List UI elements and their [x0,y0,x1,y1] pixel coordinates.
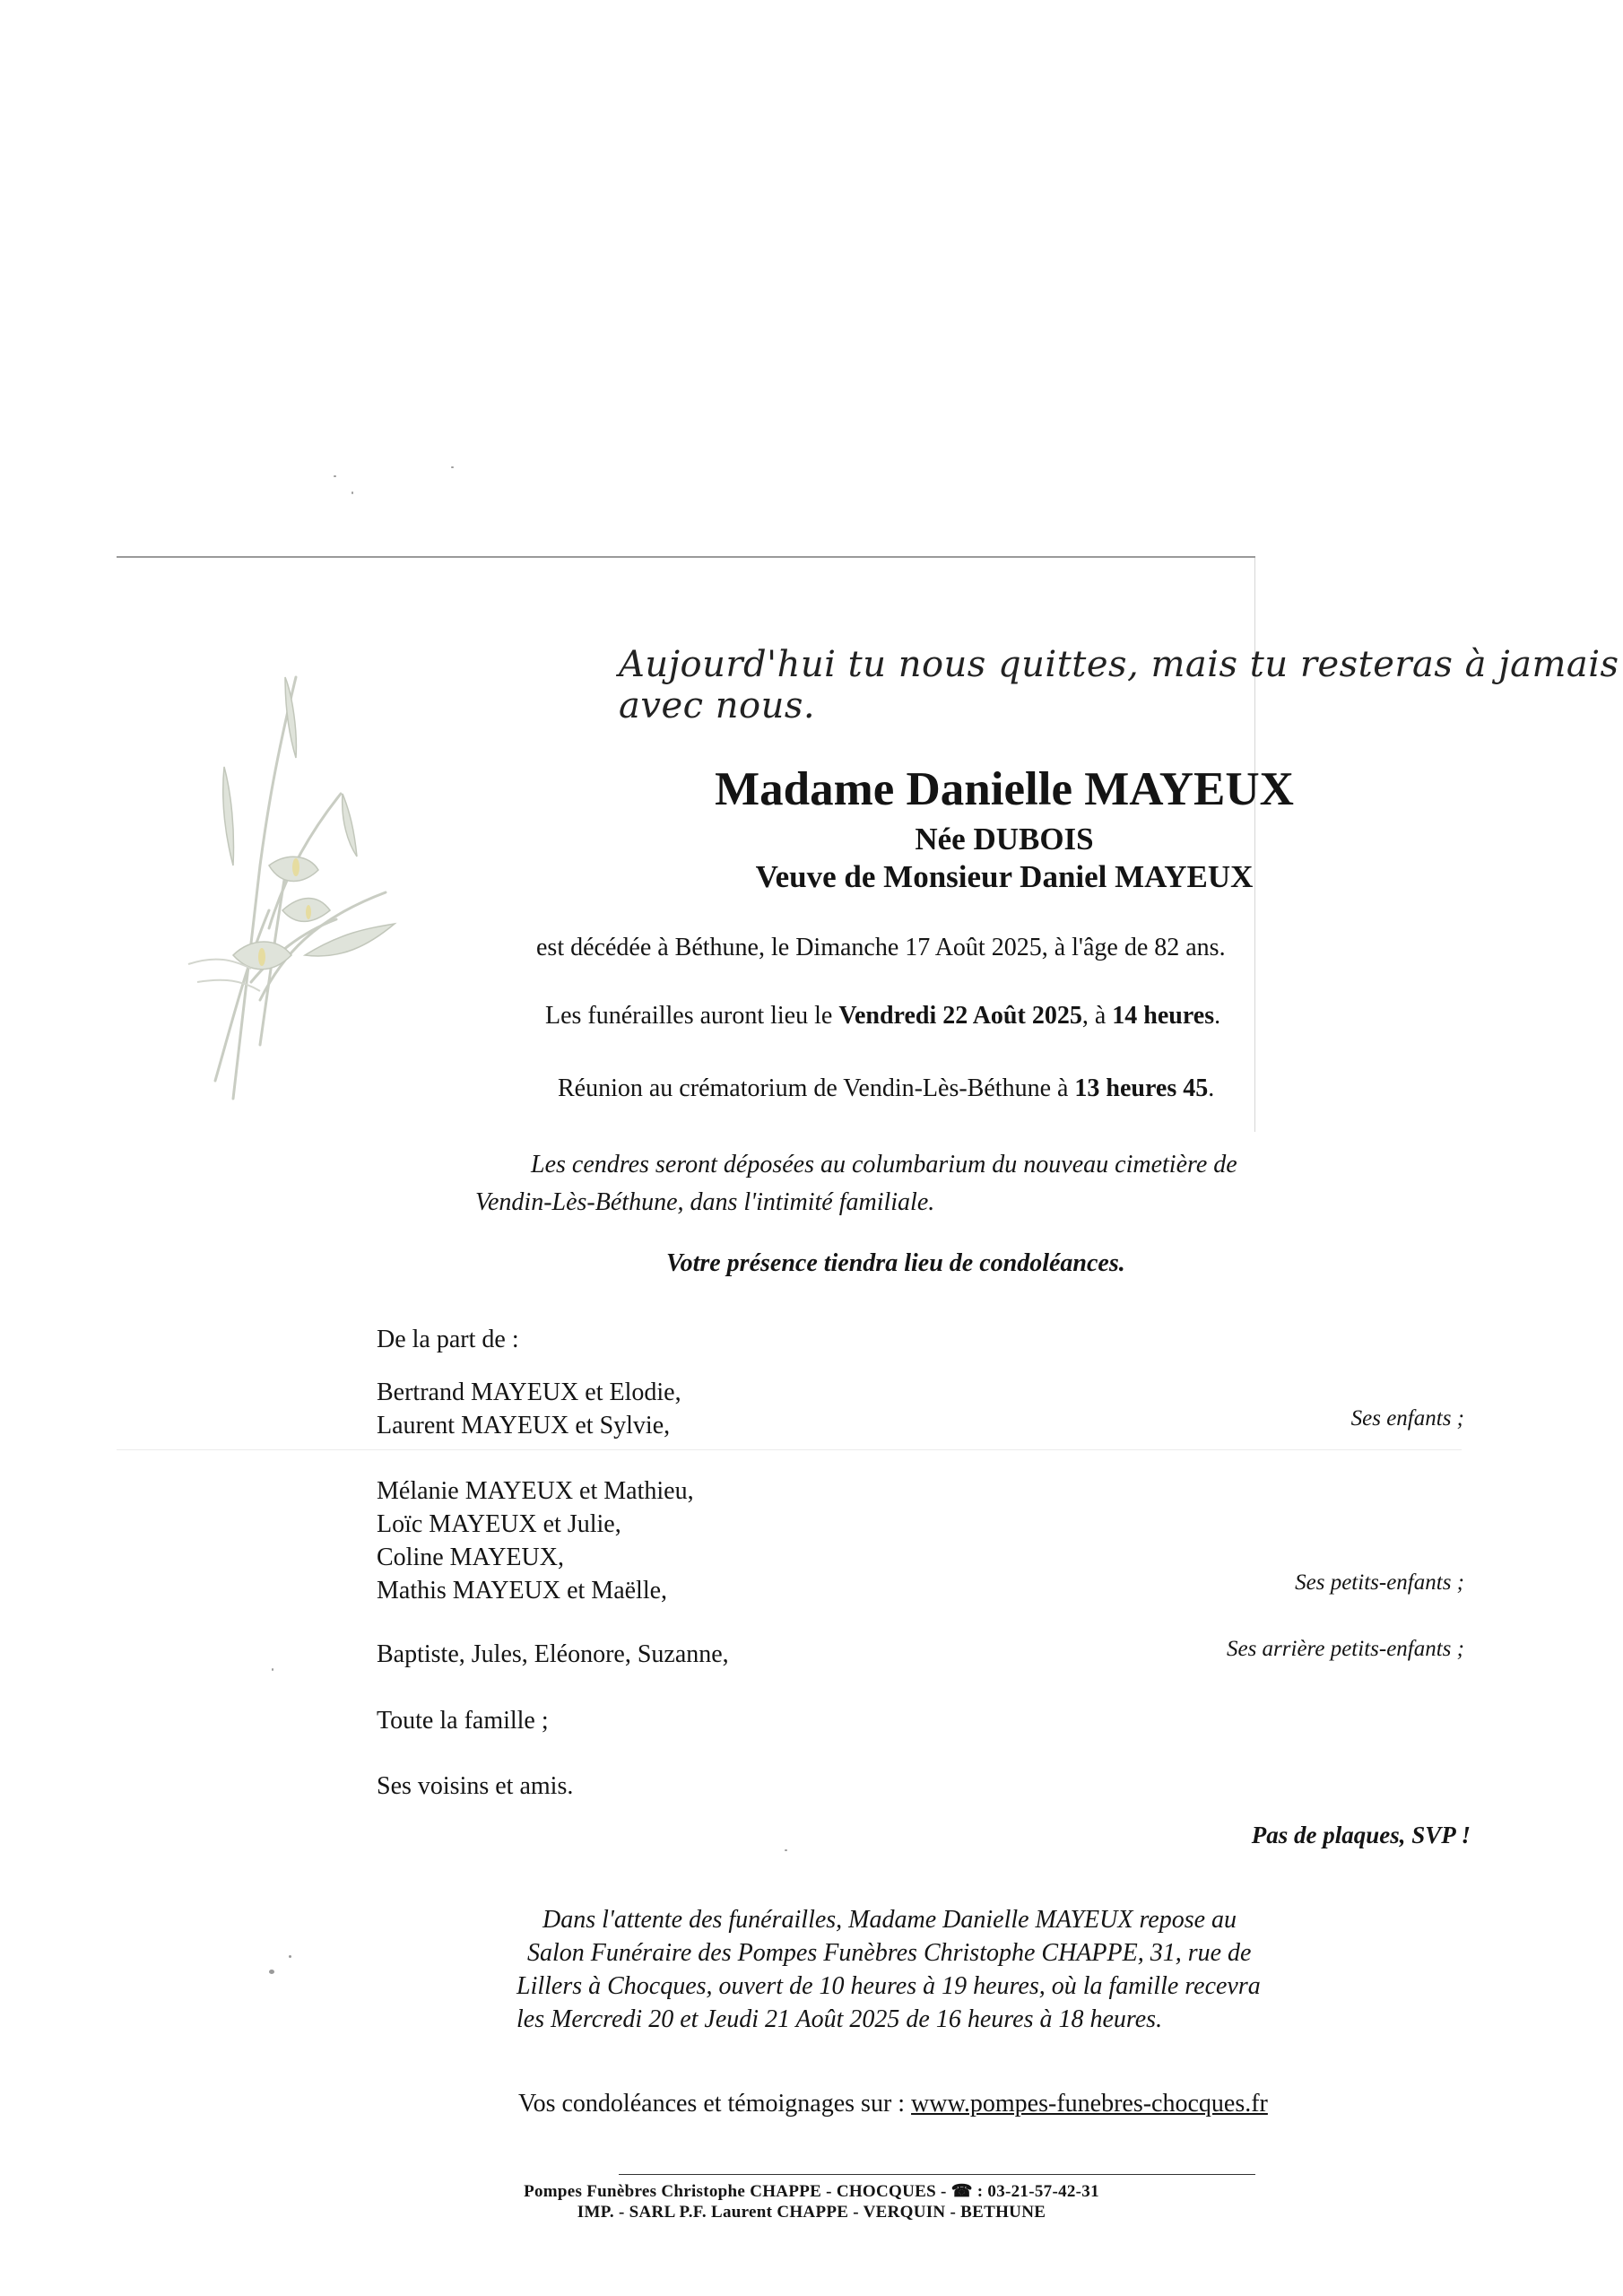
family-line: Laurent MAYEUX et Sylvie, [377,1412,671,1439]
footer-line-2: IMP. - SARL P.F. Laurent CHAPPE - VERQUIN - BETHUNE [577,2203,1046,2222]
family-line: Loïc MAYEUX et Julie, [377,1510,621,1538]
ashes-notice [475,1146,1345,1222]
children-role: Ses enfants ; [1350,1406,1464,1431]
great-grandchildren-role: Ses arrière petits-enfants ; [1226,1637,1464,1661]
reunion-notice [558,1074,1214,1103]
scan-speck [269,1970,274,1974]
repose-line: Salon Funéraire des Pompes Funèbres Christophe CHAPPE, 31, rue de [527,1939,1252,1967]
from-label: De la part de : [377,1326,519,1353]
children-list [377,1376,681,1442]
deceased-name: Madame Danielle MAYEUX [715,763,1294,815]
funeral-time: 14 heures [1112,1002,1215,1030]
scan-speck [785,1849,787,1851]
neighbors-line: Ses voisins et amis. [377,1772,574,1800]
scan-speck [334,475,336,477]
scan-speck [289,1955,291,1958]
scan-speck [352,491,353,494]
death-notice: est décédée à Béthune, le Dimanche 17 Août 2025, à l'âge de 82 ans. [536,934,1226,961]
family-line: Bertrand MAYEUX et Elodie, [377,1378,681,1406]
condolences-label: Vos condoléances et témoignages sur : [518,2090,912,2118]
reunion-time: 13 heures 45 [1074,1074,1209,1102]
funeral-date: Vendredi 22 Août 2025 [838,1002,1082,1030]
condolences-link[interactable]: www.pompes-funebres-chocques.fr [911,2090,1268,2118]
reunion-prefix: Réunion au crématorium de Vendin-Lès-Béthune à [558,1074,1075,1102]
grandchildren-role: Ses petits-enfants ; [1295,1570,1464,1595]
great-grandchildren-line: Baptiste, Jules, Eléonore, Suzanne, [377,1640,729,1668]
scan-speck [451,466,454,468]
ashes-line-1: Les cendres seront déposées au columbarium du nouveau cimetière de [531,1151,1237,1178]
presence-note: Votre présence tiendra lieu de condoléances. [666,1249,1125,1277]
condolences-line [518,2090,1268,2118]
epigraph: Aujourd'hui tu nous quittes, mais tu resteras à jamais avec nous. [619,644,1619,726]
scan-fold-line [117,1449,1462,1450]
footer-line-1: Pompes Funèbres Christophe CHAPPE - CHOCQUES - ☎ : 03-21-57-42-31 [524,2182,1099,2201]
repose-line: les Mercredi 20 et Jeudi 21 Août 2025 de 16 heures à 18 heures. [516,2005,1163,2033]
grandchildren-list [377,1474,694,1607]
ashes-line-2: Vendin-Lès-Béthune, dans l'intimité familiale. [475,1188,935,1216]
funeral-suffix: . [1214,1002,1221,1030]
top-border-line [117,556,1255,558]
family-line: Mélanie MAYEUX et Mathieu, [377,1477,694,1505]
funeral-prefix: Les funérailles auront lieu le [545,1002,839,1030]
footer-rule [619,2174,1255,2175]
family-line: Coline MAYEUX, [377,1544,564,1571]
funeral-notice [545,1002,1220,1031]
reunion-suffix: . [1208,1074,1215,1102]
maiden-name: Née DUBOIS [915,822,1094,857]
funeral-mid: , à [1081,1002,1113,1030]
repose-notice [502,1903,1399,2036]
whole-family-line: Toute la famille ; [377,1707,549,1735]
repose-line: Lillers à Chocques, ouvert de 10 heures à 19 heures, où la famille recevra [516,1972,1261,2000]
scan-speck [272,1668,273,1671]
repose-line: Dans l'attente des funérailles, Madame Danielle MAYEUX repose au [542,1906,1237,1934]
widow-of: Veuve de Monsieur Daniel MAYEUX [755,859,1254,894]
no-plaques-note: Pas de plaques, SVP ! [1251,1822,1471,1848]
family-line: Mathis MAYEUX et Maëlle, [377,1577,668,1605]
